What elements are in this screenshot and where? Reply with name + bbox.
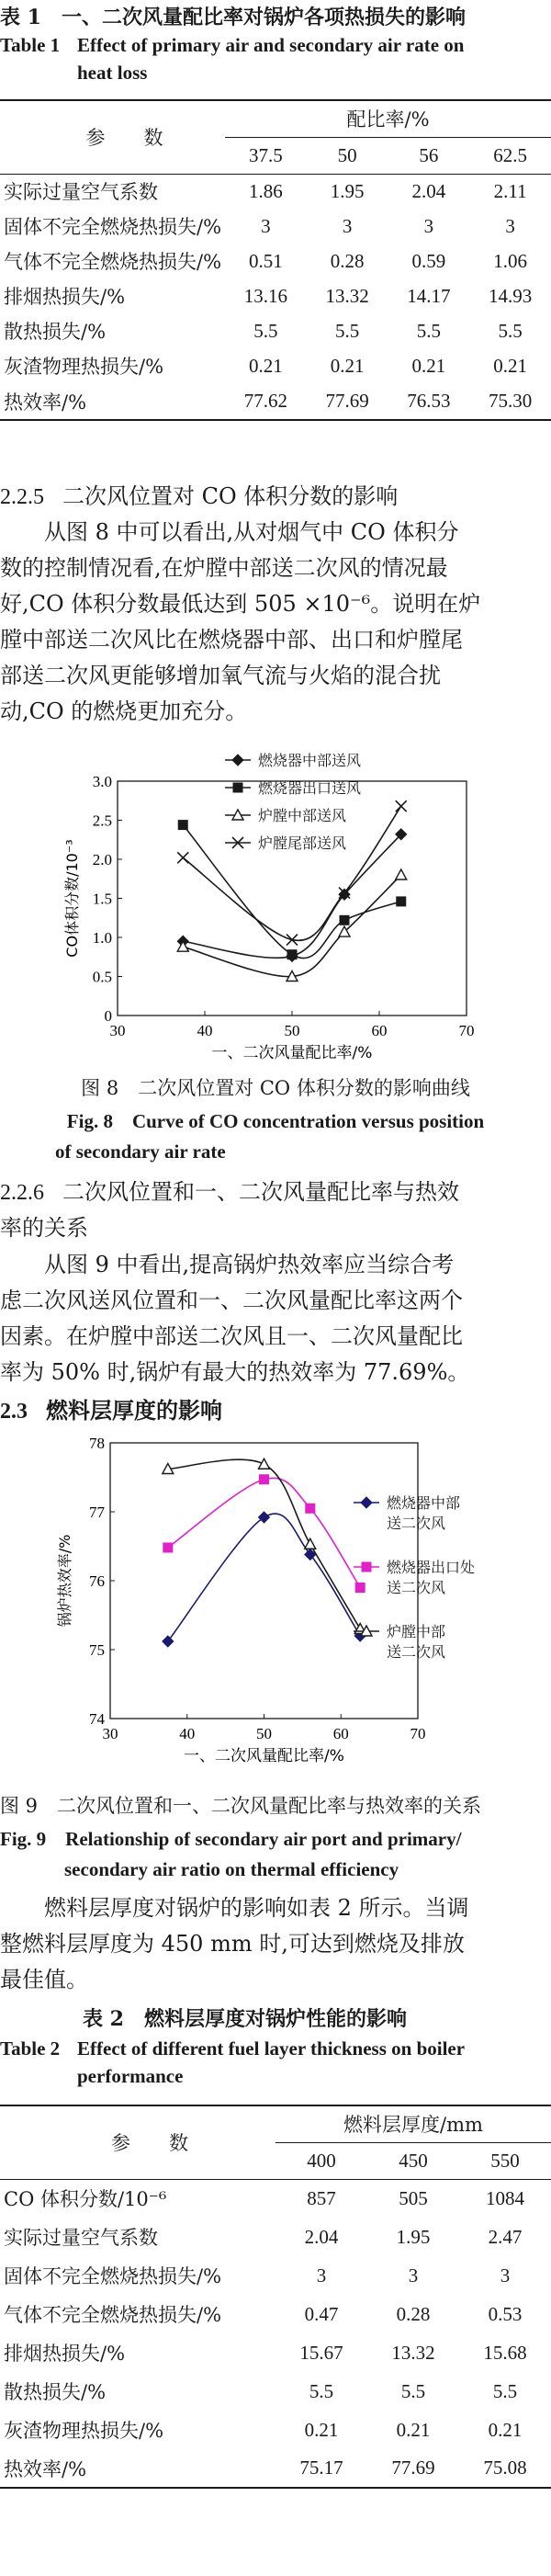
data-point <box>177 852 188 863</box>
table2-col-header: 450 <box>399 2149 428 2172</box>
table-cell: 3 <box>500 2264 511 2287</box>
legend-marker <box>232 755 243 766</box>
table-cell: 0.28 <box>330 249 365 272</box>
section-title: 二次风位置对 CO 体积分数的影响 <box>62 483 399 509</box>
table-cell: 1.95 <box>396 2225 431 2248</box>
table2-row-label: 实际过量空气系数 <box>4 2227 158 2249</box>
paragraph-line: 好,CO 体积分数最低达到 505 ×10⁻⁶。说明在炉 <box>0 591 481 617</box>
table1-row-label: 排烟热损失/% <box>4 286 126 308</box>
legend-label: 燃烧器中部送风 <box>258 752 362 769</box>
table-row <box>0 2449 551 2488</box>
table1-col-header: 37.5 <box>249 143 283 166</box>
table-cell: 0.21 <box>411 354 446 377</box>
table-row <box>0 2295 551 2333</box>
table-cell: 857 <box>307 2186 336 2209</box>
section-2-3-paragraph <box>0 1890 551 1998</box>
x-tick-label: 70 <box>410 1725 426 1742</box>
y-tick-label: 77 <box>89 1504 105 1521</box>
figure-8-caption-cn: 图 8 二次风位置对 CO 体积分数的影响曲线 <box>81 1077 470 1099</box>
table2-param-header: 参 数 <box>0 2105 276 2179</box>
table1-col-header: 50 <box>337 143 357 166</box>
section-number: 2.2.5 <box>0 485 44 509</box>
section-number: 2.2.6 <box>0 1181 44 1205</box>
table2-caption-en-line2: performance <box>77 2065 184 2088</box>
paragraph-line: 动,CO 的燃烧更加充分。 <box>0 698 248 724</box>
data-point <box>355 1583 365 1593</box>
y-tick-label: 76 <box>89 1572 105 1590</box>
table-cell: 3 <box>342 214 353 237</box>
table-cell: 14.17 <box>407 284 451 307</box>
table2-group-header: 燃料层厚度/mm <box>276 2105 551 2142</box>
y-tick-label: 74 <box>89 1710 105 1728</box>
table-cell: 77.69 <box>391 2457 435 2479</box>
legend-marker <box>362 1562 371 1572</box>
table2-row-label: 气体不完全燃烧热损失/% <box>4 2304 222 2326</box>
x-tick-label: 70 <box>458 1022 475 1039</box>
table-cell: 3 <box>261 214 271 237</box>
table-cell: 13.32 <box>325 284 369 307</box>
table-cell: 0.21 <box>396 2418 431 2441</box>
table1-caption-en-line1: Effect of primary air and secondary air rate on <box>77 34 465 56</box>
data-point <box>260 1475 269 1484</box>
table-cell: 14.93 <box>488 284 533 307</box>
paragraph-line: 从图 8 中可以看出,从对烟气中 CO 体积分 <box>44 519 459 545</box>
data-point <box>163 1636 174 1647</box>
table-row <box>0 313 551 348</box>
data-point <box>259 1512 270 1523</box>
figure-9-caption-cn: 图 9 二次风位置和一、二次风量配比率与热效率的关系 <box>0 1795 482 1817</box>
table2-row-label: 灰渣物理热损失/% <box>4 2420 164 2442</box>
table-cell: 0.21 <box>249 354 283 377</box>
table-cell: 3 <box>408 2264 419 2287</box>
table-row <box>0 174 551 209</box>
table-cell: 77.62 <box>243 390 288 412</box>
table2-caption-cn: 表 2 燃料层厚度对锅炉性能的影响 <box>83 2007 407 2031</box>
x-tick-label: 60 <box>371 1022 388 1039</box>
series-line <box>168 1478 360 1587</box>
paragraph-line: 最佳值。 <box>0 1967 88 1992</box>
figure-9-chart <box>0 1434 551 1765</box>
figure-8-caption-en-line1: Fig. 8 Curve of CO concentration versus position <box>66 1110 485 1132</box>
table2-col-header: 400 <box>307 2149 336 2172</box>
data-point <box>287 950 297 959</box>
legend-label: 炉膛尾部送风 <box>258 834 347 852</box>
table2-row-label: 固体不完全燃烧热损失/% <box>4 2265 222 2287</box>
table-cell: 0.59 <box>411 249 446 272</box>
table1-group-header: 配比率/% <box>225 100 551 137</box>
table-row <box>0 383 551 420</box>
table2-caption-en-line1: Effect of different fuel layer thickness on boiler <box>77 2037 466 2060</box>
table2-row-label: 热效率/% <box>4 2457 87 2480</box>
table2-caption-en <box>0 2035 551 2091</box>
y-tick-label: 0.5 <box>92 968 112 986</box>
paragraph-line: 从图 9 中看出,提高锅炉热效率应当综合考 <box>44 1252 455 1277</box>
table-cell: 3 <box>505 214 515 237</box>
series-line <box>168 1514 360 1641</box>
legend-label: 炉膛中部 <box>387 1623 446 1640</box>
section-number: 2.3 <box>0 1400 28 1424</box>
paragraph-line: 数的控制情况看,在炉膛中部送二次风的情况最 <box>0 555 448 581</box>
y-tick-label: 2.0 <box>92 851 112 868</box>
table-cell: 1084 <box>486 2186 524 2209</box>
data-point <box>306 1504 315 1513</box>
table-cell: 5.5 <box>309 2379 334 2402</box>
table1-row-label: 散热损失/% <box>4 321 107 343</box>
data-point <box>259 1458 270 1469</box>
x-axis-label: 一、二次风量配比率/% <box>184 1747 344 1765</box>
table-cell: 0.28 <box>396 2302 431 2325</box>
y-tick-label: 2.5 <box>92 811 112 830</box>
table1-row-label: 灰渣物理热损失/% <box>4 356 164 378</box>
table-cell: 5.5 <box>416 319 441 342</box>
table-row <box>0 2372 551 2411</box>
table-cell: 0.21 <box>330 354 365 377</box>
table-cell: 76.53 <box>407 390 451 412</box>
table-cell: 2.04 <box>304 2225 339 2248</box>
table-cell: 15.68 <box>483 2341 527 2364</box>
table1-col-header: 56 <box>419 143 439 166</box>
table-cell: 0.21 <box>488 2418 523 2441</box>
x-axis-label: 一、二次风量配比率/% <box>211 1044 373 1062</box>
table1 <box>0 99 551 421</box>
table1-col-header: 62.5 <box>493 143 527 166</box>
data-point <box>305 1538 316 1549</box>
section-2-2-5-heading <box>0 478 398 510</box>
table2 <box>0 2105 551 2489</box>
table1-row-label: 气体不完全燃烧热损失/% <box>4 251 222 273</box>
table-cell: 77.69 <box>325 390 369 412</box>
data-point <box>340 915 349 925</box>
legend-label: 炉膛中部送风 <box>258 807 347 824</box>
y-axis-label: CO体积分数/10⁻³ <box>63 839 81 958</box>
table-cell: 2.47 <box>488 2225 523 2248</box>
figure-9-caption-en <box>0 1824 551 1885</box>
figure-8-chart <box>0 749 551 1062</box>
section-title-line1: 二次风位置和一、二次风量配比率与热效 <box>62 1179 459 1205</box>
table-cell: 3 <box>316 2264 327 2287</box>
table-cell: 13.16 <box>243 284 288 307</box>
x-tick-label: 50 <box>256 1725 272 1742</box>
paragraph-line: 因素。在炉膛中部送二次风且一、二次风量配比 <box>0 1323 463 1349</box>
y-axis-label: 锅炉热效率/% <box>56 1534 73 1628</box>
table-cell: 0.21 <box>493 354 527 377</box>
table-cell: 2.04 <box>411 179 446 202</box>
paragraph-line: 膛中部送二次风比在燃烧器中部、出口和炉膛尾 <box>0 627 463 653</box>
table-cell: 75.30 <box>488 390 533 412</box>
table1-row-label: 热效率/% <box>4 391 87 414</box>
table-cell: 0.51 <box>249 249 283 272</box>
data-point <box>163 1543 173 1552</box>
data-point <box>397 897 406 906</box>
legend-marker <box>361 1497 372 1508</box>
series-line <box>168 1459 360 1628</box>
table-cell: 2.11 <box>493 179 527 202</box>
table-row <box>0 2411 551 2449</box>
table-cell: 5.5 <box>492 2379 518 2402</box>
table-cell: 1.95 <box>330 179 365 202</box>
section-title: 燃料层厚度的影响 <box>46 1397 222 1424</box>
data-point <box>396 869 407 879</box>
x-tick-label: 40 <box>179 1725 196 1742</box>
legend-label: 送二次风 <box>387 1579 446 1596</box>
section-2-2-6-heading <box>0 1175 459 1245</box>
legend-label: 燃烧器出口送风 <box>258 779 362 797</box>
section-title-line2: 率的关系 <box>0 1215 88 1241</box>
figure-9-caption-en-line1: Fig. 9 Relationship of secondary air port and primary/ <box>0 1828 462 1850</box>
figure-8-caption-en <box>0 1106 551 1167</box>
y-tick-label: 1.0 <box>92 929 112 947</box>
table-cell: 0.53 <box>488 2302 523 2325</box>
x-tick-label: 50 <box>284 1022 300 1039</box>
table-row <box>0 2256 551 2295</box>
section-2-2-6-paragraph <box>0 1247 551 1390</box>
table-row <box>0 278 551 313</box>
data-point <box>178 821 187 830</box>
y-tick-label: 1.5 <box>92 890 112 908</box>
y-tick-label: 0 <box>104 1007 112 1025</box>
legend-marker <box>233 783 242 792</box>
table-cell: 5.5 <box>498 319 523 342</box>
table-cell: 15.67 <box>299 2341 343 2364</box>
legend-label: 送二次风 <box>387 1643 446 1661</box>
table-cell: 5.5 <box>335 319 360 342</box>
table1-caption-en <box>0 31 551 87</box>
table2-row-label: 散热损失/% <box>4 2381 107 2403</box>
table-cell: 75.17 <box>299 2457 343 2479</box>
table1-caption-cn: 表 1 一、二次风量配比率对锅炉各项热损失的影响 <box>0 6 466 29</box>
x-tick-label: 60 <box>332 1725 349 1742</box>
y-tick-label: 3.0 <box>92 773 112 790</box>
legend-label: 燃烧器出口处 <box>387 1559 476 1576</box>
x-tick-label: 30 <box>102 1725 118 1742</box>
x-tick-label: 30 <box>109 1022 126 1039</box>
table-row <box>0 244 551 278</box>
legend-label: 燃烧器中部 <box>387 1494 461 1512</box>
table-row <box>0 2333 551 2372</box>
table-cell: 0.47 <box>304 2302 339 2325</box>
table2-row-label: CO 体积分数/10⁻⁶ <box>4 2188 167 2211</box>
table2-row-label: 排烟热损失/% <box>4 2343 126 2365</box>
paragraph-line: 率为 50% 时,锅炉有最大的热效率为 77.69%。 <box>0 1359 470 1385</box>
table-row <box>0 209 551 244</box>
table1-row-label: 实际过量空气系数 <box>4 181 158 204</box>
table-cell: 5.5 <box>253 319 278 342</box>
table1-caption-en-line2: heat loss <box>77 62 148 85</box>
y-tick-label: 78 <box>89 1435 105 1452</box>
paragraph-line: 燃料层厚度对锅炉的影响如表 2 所示。当调 <box>44 1895 469 1921</box>
section-2-2-5-paragraph <box>0 515 551 730</box>
legend-label: 送二次风 <box>387 1515 446 1532</box>
data-point <box>396 800 407 811</box>
table-row <box>0 348 551 383</box>
table-cell: 0.21 <box>304 2418 339 2441</box>
table-cell: 3 <box>423 214 434 237</box>
table1-param-header: 参 数 <box>0 100 225 174</box>
paragraph-line: 虑二次风送风位置和一、二次风量配比率这两个 <box>0 1288 463 1313</box>
y-tick-label: 75 <box>89 1641 105 1659</box>
figure-8-caption-en-line2: of secondary air rate <box>55 1140 226 1163</box>
table-row <box>0 2218 551 2256</box>
table-cell: 5.5 <box>400 2379 426 2402</box>
table-cell: 505 <box>399 2186 428 2209</box>
section-2-3-heading <box>0 1392 222 1424</box>
x-tick-label: 40 <box>197 1022 213 1039</box>
series-line <box>183 806 401 940</box>
paragraph-line: 部送二次风更能够增加氧气流与火焰的混合扰 <box>0 663 441 688</box>
table2-col-header: 550 <box>490 2149 520 2172</box>
table-cell: 13.32 <box>391 2341 435 2364</box>
table-row <box>0 2179 551 2218</box>
table-cell: 1.06 <box>493 249 527 272</box>
table2-label: Table 2 <box>0 2037 61 2060</box>
table1-label: Table 1 <box>0 34 61 56</box>
table-cell: 1.86 <box>249 179 283 202</box>
table-cell: 75.08 <box>483 2457 527 2479</box>
figure-9-caption-en-line2: secondary air ratio on thermal efficiency <box>64 1858 399 1880</box>
paragraph-line: 整燃料层厚度为 450 mm 时,可达到燃烧及排放 <box>0 1931 465 1957</box>
table1-row-label: 固体不完全燃烧热损失/% <box>4 216 222 238</box>
